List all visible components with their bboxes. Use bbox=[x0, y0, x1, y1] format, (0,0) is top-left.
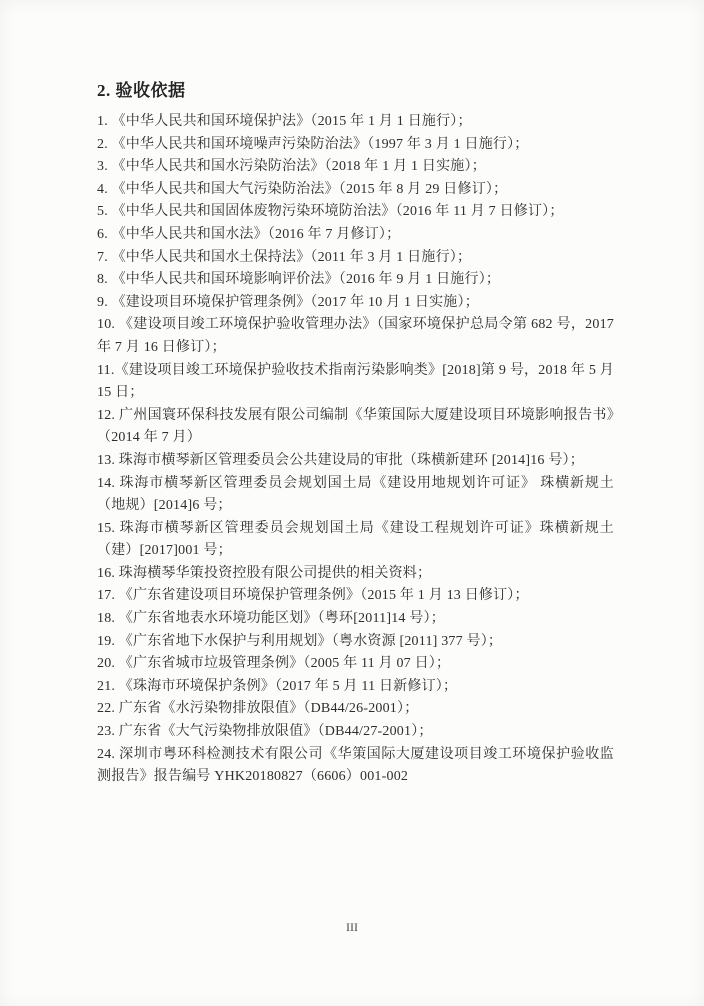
list-item: 5. 《中华人民共和国固体废物污染环境防治法》（2016 年 11 月 7 日修订）； bbox=[97, 204, 564, 220]
list-item: 2. 《中华人民共和国环境噪声污染防治法》（1997 年 3 月 1 日施行）； bbox=[97, 136, 529, 152]
list-item: 8. 《中华人民共和国环境影响评价法》（2016 年 9 月 1 日施行）； bbox=[97, 272, 501, 288]
list-item: 6. 《中华人民共和国水法》（2016 年 7 月修订）； bbox=[97, 226, 401, 242]
list-item: 24. 深圳市粤环科检测技术有限公司《华策国际大厦建设项目竣工环境保护验收监测报告》报告编号 YHK20180827（6606）001-002 bbox=[97, 746, 614, 785]
list-item: 4. 《中华人民共和国大气污染防治法》（2015 年 8 月 29 日修订）； bbox=[97, 181, 508, 197]
list-item: 11.《建设项目竣工环境保护验收技术指南污染影响类》[2018]第 9 号，2018 年 5 月 15 日； bbox=[97, 362, 614, 401]
list-item: 7. 《中华人民共和国水土保持法》（2011 年 3 月 1 日施行）； bbox=[97, 249, 472, 265]
list-item: 3. 《中华人民共和国水污染防治法》（2018 年 1 月 1 日实施）； bbox=[97, 159, 486, 175]
list-item: 18. 《广东省地表水环境功能区划》（粤环[2011]14 号）； bbox=[97, 611, 445, 627]
page-number: III bbox=[346, 920, 358, 934]
list-item: 15. 珠海市横琴新区管理委员会规划国土局《建设工程规划许可证》珠横新规土（建）[2017]001 号； bbox=[97, 520, 614, 559]
document-content bbox=[97, 76, 614, 789]
list-item: 1. 《中华人民共和国环境保护法》（2015 年 1 月 1 日施行）； bbox=[97, 114, 472, 129]
section-heading: 2. 验收依据 bbox=[97, 81, 186, 100]
list-item: 16. 珠海横琴华策投资控股有限公司提供的相关资料； bbox=[97, 565, 432, 581]
list-item: 22. 广东省《水污染物排放限值》（DB44/26-2001）； bbox=[97, 701, 419, 717]
reference-list bbox=[97, 111, 614, 789]
list-item: 10. 《建设项目竣工环境保护验收管理办法》（国家环境保护总局令第 682 号，2017 年 7 月 16 日修订）； bbox=[97, 317, 614, 355]
list-item: 20. 《广东省城市垃圾管理条例》（2005 年 11 月 07 日）； bbox=[97, 656, 451, 672]
list-item: 14. 珠海市横琴新区管理委员会规划国土局《建设用地规划许可证》 珠横新规土（地规）[2014]6 号； bbox=[97, 475, 614, 514]
list-item: 17. 《广东省建设项目环境保护管理条例》（2015 年 1 月 13 日修订）； bbox=[97, 588, 529, 604]
list-item: 9. 《建设项目环境保护管理条例》（2017 年 10 月 1 日实施）； bbox=[97, 294, 479, 310]
list-item: 19. 《广东省地下水保护与利用规划》（粤水资源 [2011] 377 号）； bbox=[97, 633, 503, 649]
list-item: 12. 广州国寰环保科技发展有限公司编制《华策国际大厦建设项目环境影响报告书》（2014 年 7 月） bbox=[97, 407, 614, 446]
list-item: 23. 广东省《大气污染物排放限值》（DB44/27-2001）； bbox=[97, 724, 433, 740]
list-item: 21. 《珠海市环境保护条例》（2017 年 5 月 11 日新修订）； bbox=[97, 678, 458, 694]
list-item: 13. 珠海市横琴新区管理委员会公共建设局的审批（珠横新建环 [2014]16 号）； bbox=[97, 452, 584, 468]
